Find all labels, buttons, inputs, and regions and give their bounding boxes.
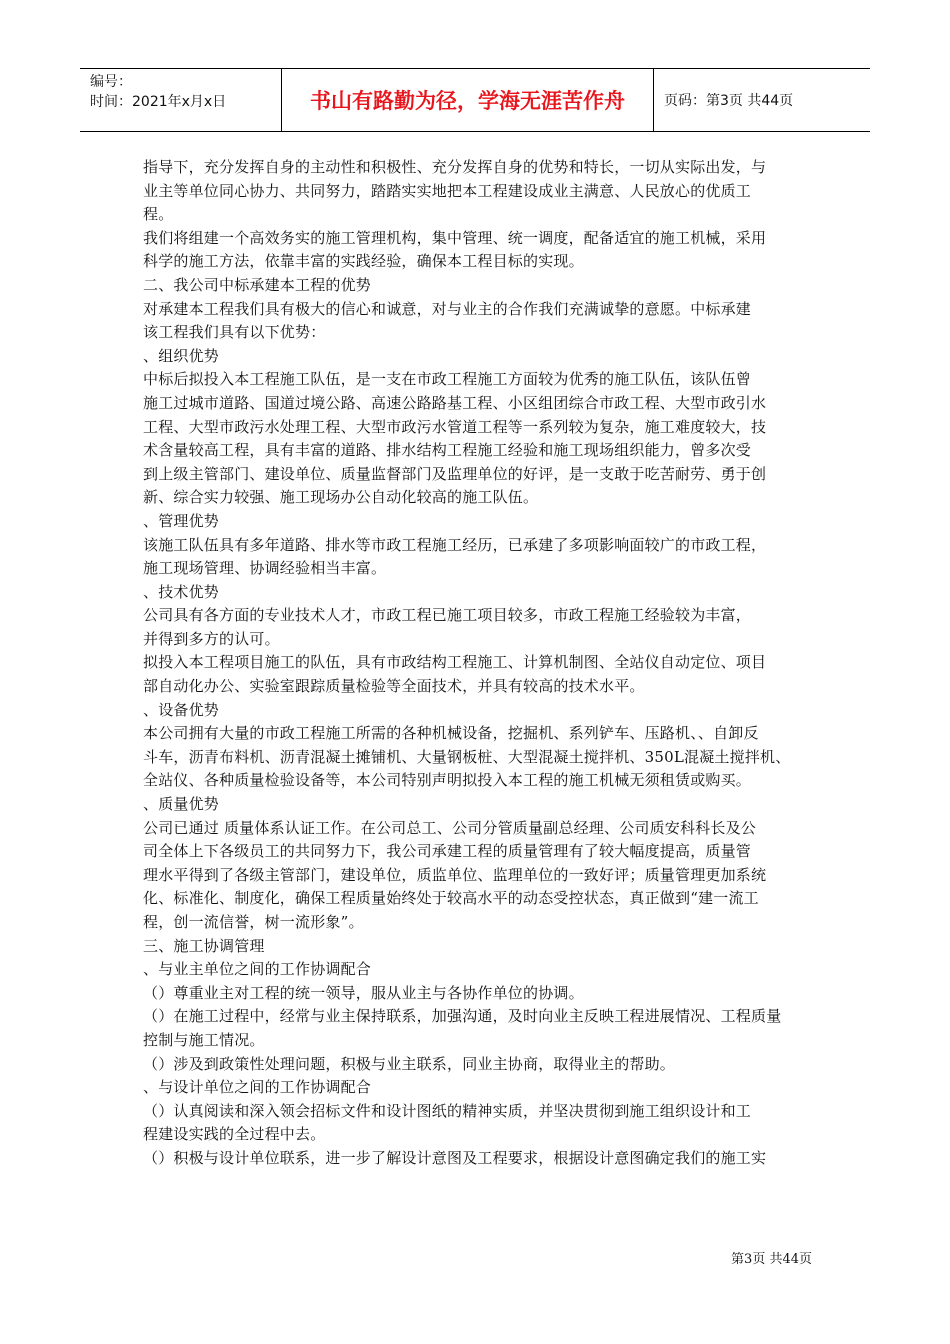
body-text-line: 控制与施工情况。 bbox=[143, 1030, 265, 1049]
body-text-line: 公司具有各方面的专业技术人才，市政工程已施工项目较多，市政工程施工经验较为丰富， bbox=[143, 606, 752, 625]
body-text-line: 公司已通过 质量体系认证工作。在公司总工、公司分管质量副总经理、公司质安科科长及公 bbox=[143, 818, 756, 837]
body-text-line: 新、综合实力较强、施工现场办公自动化较高的施工队伍。 bbox=[143, 488, 539, 507]
body-text-line: 施工现场管理、协调经验相当丰富。 bbox=[143, 559, 387, 578]
body-text-line: 、技术优势 bbox=[143, 582, 220, 601]
body-text-line: 施工过城市道路、国道过境公路、高速公路路基工程、小区组团综合市政工程、大型市政引水 bbox=[143, 393, 767, 412]
body-text-line: 三、施工协调管理 bbox=[143, 936, 265, 955]
body-text-line: 斗车，沥青布料机、沥青混凝土摊铺机、大量钢板桩、大型混凝土搅拌机、350L混凝土搅拌机、 bbox=[143, 747, 791, 766]
body-text-line: 我们将组建一个高效务实的施工管理机构，集中管理、统一调度，配备适宜的施工机械，采用 bbox=[143, 228, 767, 247]
body-text-line: 程。 bbox=[143, 205, 174, 224]
footer-page-number: 第3页 共44页 bbox=[731, 1252, 812, 1267]
body-text-line: （）涉及到政策性处理问题，积极与业主联系，同业主协商，取得业主的帮助。 bbox=[143, 1054, 676, 1073]
body-text-line: 中标后拟投入本工程施工队伍，是一支在市政工程施工方面较为优秀的施工队伍，该队伍曾 bbox=[143, 370, 752, 389]
document-body bbox=[143, 156, 813, 1171]
header-meta bbox=[80, 69, 282, 131]
body-text-line: 、质量优势 bbox=[143, 795, 220, 814]
page-header bbox=[80, 68, 870, 132]
body-text-line: 该工程我们具有以下优势： bbox=[143, 323, 326, 342]
body-text-line: 理水平得到了各级主管部门，建设单位，质监单位、监理单位的一致好评；质量管理更加系统 bbox=[143, 865, 767, 884]
body-text-line: 工程、大型市政污水处理工程、大型市政污水管道工程等一系列较为复杂，施工难度较大，技 bbox=[143, 417, 767, 436]
body-text-line: 司全体上下各级员工的共同努力下，我公司承建工程的质量管理有了较大幅度提高，质量管 bbox=[143, 842, 752, 861]
body-text-line: （）积极与设计单位联系，进一步了解设计意图及工程要求，根据设计意图确定我们的施工实 bbox=[143, 1148, 767, 1167]
body-text-line: 程，创一流信誉，树一流形象”。 bbox=[143, 913, 364, 931]
header-page-number: 页码：第3页 共44页 bbox=[664, 93, 794, 109]
document-time-label: 时间：2021年x月x日 bbox=[90, 94, 227, 110]
body-text-line: 本公司拥有大量的市政工程施工所需的各种机械设备，挖掘机、系列铲车、压路机、、自卸反 bbox=[143, 724, 759, 743]
body-text-line: 部自动化办公、实验室跟踪质量检验等全面技术，并具有较高的技术水平。 bbox=[143, 677, 645, 696]
body-text-line: 并得到多方的认可。 bbox=[143, 629, 280, 648]
body-text-line: 拟投入本工程项目施工的队伍，具有市政结构工程施工、计算机制图、全站仪自动定位、项目 bbox=[143, 653, 767, 672]
body-text-line: 程建设实践的全过程中去。 bbox=[143, 1125, 326, 1144]
body-text-line: 指导下，充分发挥自身的主动性和积极性、充分发挥自身的优势和特长，一切从实际出发，与 bbox=[143, 158, 767, 176]
body-text-line: 全站仪、各种质量检验设备等，本公司特别声明拟投入本工程的施工机械无须租赁或购买。 bbox=[143, 771, 752, 790]
body-text-line: 业主等单位同心协力、共同努力，踏踏实实地把本工程建设成业主满意、人民放心的优质工 bbox=[143, 181, 752, 200]
body-text-line: 二、我公司中标承建本工程的优势 bbox=[143, 275, 372, 294]
body-text-line: 术含量较高工程，具有丰富的道路、排水结构工程施工经验和施工现场组织能力，曾多次受 bbox=[143, 441, 752, 460]
body-text-line: 、与设计单位之间的工作协调配合 bbox=[143, 1078, 372, 1097]
body-text-line: 、管理优势 bbox=[143, 511, 220, 530]
body-text-line: 对承建本工程我们具有极大的信心和诚意，对与业主的合作我们充满诚挚的意愿。中标承建 bbox=[143, 299, 752, 318]
body-text-line: 、设备优势 bbox=[143, 700, 220, 719]
body-text-line: 、与业主单位之间的工作协调配合 bbox=[143, 960, 372, 979]
document-number-label: 编号： bbox=[90, 74, 132, 90]
body-text-line: 到上级主管部门、建设单位、质量监督部门及监理单位的好评，是一支敢于吃苦耐劳、勇于创 bbox=[143, 464, 767, 483]
body-text-line: 该施工队伍具有多年道路、排水等市政工程施工经历，已承建了多项影响面较广的市政工程， bbox=[143, 535, 767, 554]
body-text-line: （）尊重业主对工程的统一领导，服从业主与各协作单位的协调。 bbox=[143, 983, 584, 1002]
header-motto: 书山有路勤为径，学海无涯苦作舟 bbox=[282, 69, 654, 131]
body-text-line: 化、标准化、制度化，确保工程质量始终处于较高水平的动态受控状态，真正做到“建一流工 bbox=[143, 889, 759, 908]
body-text-line: 科学的施工方法，依靠丰富的实践经验，确保本工程目标的实现。 bbox=[143, 252, 584, 271]
body-text-line: 、组织优势 bbox=[143, 346, 220, 365]
body-text-line: （）在施工过程中，经常与业主保持联系，加强沟通，及时向业主反映工程进展情况、工程质量 bbox=[143, 1007, 782, 1026]
body-text-line: （）认真阅读和深入领会招标文件和设计图纸的精神实质，并坚决贯彻到施工组织设计和工 bbox=[143, 1101, 752, 1120]
